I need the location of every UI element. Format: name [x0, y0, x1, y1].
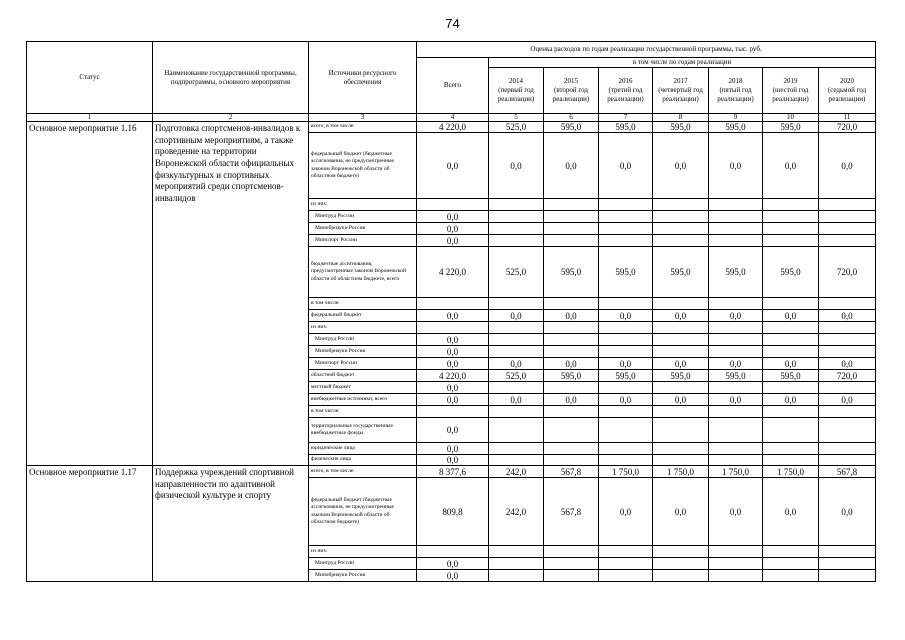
year-value	[709, 346, 763, 358]
funding-source: Минобрнауки России	[309, 346, 417, 358]
year-value: 595,0	[653, 122, 709, 133]
event-name: Подготовка спортсменов-инвалидов к спортивным мероприятиям, а также проведение на территории Воронежской области официальных физкультурных и спортивных мероприятий среди спортсменов-инвалидов	[153, 122, 309, 466]
year-value: 595,0	[763, 370, 819, 382]
year-value: 0,0	[544, 358, 599, 370]
year-value: 0,0	[709, 133, 763, 199]
header-year-2014	[489, 68, 544, 114]
year-value: 595,0	[709, 122, 763, 133]
year-value	[489, 570, 544, 582]
funding-source: областной бюджет	[309, 370, 417, 382]
year-value	[489, 211, 544, 223]
year-value	[653, 558, 709, 570]
year-value	[599, 223, 653, 235]
total-value: 4 220,0	[417, 247, 489, 298]
year-value	[544, 443, 599, 455]
year-value: 595,0	[599, 370, 653, 382]
header-status: Статус	[27, 42, 153, 114]
total-value	[417, 406, 489, 418]
year-value: 1 750,0	[599, 466, 653, 478]
column-number: 1	[27, 114, 153, 122]
header-year-value: 2014	[509, 77, 523, 86]
column-number: 9	[709, 114, 763, 122]
funding-source: из них:	[309, 199, 417, 211]
year-value: 595,0	[653, 247, 709, 298]
funding-source: федеральный бюджет	[309, 310, 417, 322]
total-value: 0,0	[417, 358, 489, 370]
year-value	[599, 199, 653, 211]
year-value	[544, 558, 599, 570]
year-value: 0,0	[709, 478, 763, 546]
year-value	[489, 346, 544, 358]
funding-source: бюджетные ассигнования, предусмотренные законом Воронежской области об областном бюджете, всего	[309, 247, 417, 298]
year-value	[653, 199, 709, 211]
year-value: 0,0	[599, 478, 653, 546]
year-value	[819, 558, 876, 570]
year-value: 0,0	[709, 394, 763, 406]
year-value	[544, 211, 599, 223]
year-value: 0,0	[763, 358, 819, 370]
year-value	[763, 334, 819, 346]
column-number: 4	[417, 114, 489, 122]
year-value: 0,0	[489, 310, 544, 322]
year-value	[544, 235, 599, 247]
year-value	[763, 546, 819, 558]
year-value: 0,0	[489, 358, 544, 370]
funding-source: Минспорт России	[309, 358, 417, 370]
year-value: 595,0	[763, 247, 819, 298]
funding-source: федеральный бюджет (бюджетные ассигнования, не предусмотренные законом Воронежской области об областном бюджете)	[309, 478, 417, 546]
header-estimate: Оценка расходов по годам реализации государственной программы, тыс. руб.	[417, 42, 876, 58]
header-name: Наименование государственной программы, подпрограммы, основного мероприятия	[153, 42, 309, 114]
year-value	[599, 322, 653, 334]
total-value: 4 220,0	[417, 122, 489, 133]
year-value: 0,0	[489, 394, 544, 406]
year-value	[709, 235, 763, 247]
year-value	[599, 406, 653, 418]
year-value: 0,0	[544, 394, 599, 406]
year-value	[653, 406, 709, 418]
funding-source: Минспорт России	[309, 235, 417, 247]
year-value: 0,0	[544, 310, 599, 322]
year-value: 0,0	[819, 358, 876, 370]
header-year-value: 2017	[673, 77, 688, 86]
year-value	[489, 443, 544, 455]
year-value	[599, 546, 653, 558]
total-value: 0,0	[417, 455, 489, 466]
year-value: 595,0	[653, 370, 709, 382]
total-value: 0,0	[417, 382, 489, 394]
year-value: 0,0	[653, 133, 709, 199]
header-year-value: 2018	[728, 77, 743, 86]
funding-source: Минобрнауки России	[309, 570, 417, 582]
funding-source: местный бюджет	[309, 382, 417, 394]
year-value	[599, 235, 653, 247]
year-value	[653, 235, 709, 247]
year-value	[819, 223, 876, 235]
year-value: 242,0	[489, 466, 544, 478]
header-year-2018	[709, 68, 763, 114]
total-value: 0,0	[417, 443, 489, 455]
year-value	[544, 322, 599, 334]
year-value	[489, 382, 544, 394]
year-value: 1 750,0	[653, 466, 709, 478]
funding-source: федеральный бюджет (бюджетные ассигнования, не предусмотренные законом Воронежской области об областном бюджете)	[309, 133, 417, 199]
column-number: 5	[489, 114, 544, 122]
table-row	[27, 466, 876, 478]
year-value	[763, 418, 819, 443]
year-value	[599, 418, 653, 443]
year-value	[653, 418, 709, 443]
year-value: 242,0	[489, 478, 544, 546]
year-value: 595,0	[544, 370, 599, 382]
total-value: 4 220,0	[417, 370, 489, 382]
header-year-value: 2019	[783, 77, 798, 86]
year-value: 525,0	[489, 370, 544, 382]
year-value	[819, 235, 876, 247]
funding-source: юридические лица	[309, 443, 417, 455]
column-number: 7	[599, 114, 653, 122]
year-value	[709, 382, 763, 394]
total-value: 8 377,6	[417, 466, 489, 478]
column-number: 3	[309, 114, 417, 122]
total-value: 0,0	[417, 334, 489, 346]
year-value: 0,0	[653, 394, 709, 406]
header-incl-years: в том числе по годам реализации	[489, 58, 876, 68]
header-year-value: 2015	[564, 77, 578, 86]
year-value	[653, 570, 709, 582]
year-value	[544, 382, 599, 394]
year-value: 0,0	[709, 358, 763, 370]
total-value: 0,0	[417, 570, 489, 582]
year-value: 0,0	[763, 394, 819, 406]
header-year-label: (четвертый год реализации)	[658, 86, 703, 103]
year-value	[819, 334, 876, 346]
year-value	[819, 322, 876, 334]
year-value: 0,0	[599, 394, 653, 406]
year-value: 0,0	[653, 310, 709, 322]
column-number: 6	[544, 114, 599, 122]
year-value	[763, 346, 819, 358]
year-value	[763, 235, 819, 247]
year-value	[489, 322, 544, 334]
year-value	[763, 322, 819, 334]
funding-source: всего, в том числе:	[309, 466, 417, 478]
header-year-label: (первый год реализации)	[497, 86, 535, 103]
column-number: 11	[819, 114, 876, 122]
year-value	[544, 406, 599, 418]
year-value: 0,0	[819, 394, 876, 406]
year-value	[489, 223, 544, 235]
year-value	[599, 455, 653, 466]
year-value	[653, 298, 709, 310]
column-number: 2	[153, 114, 309, 122]
year-value: 595,0	[709, 247, 763, 298]
event-status: Основное мероприятие 1.16	[27, 122, 153, 466]
year-value	[763, 558, 819, 570]
total-value	[417, 546, 489, 558]
year-value	[763, 211, 819, 223]
year-value	[709, 322, 763, 334]
year-value	[653, 382, 709, 394]
year-value: 0,0	[599, 358, 653, 370]
year-value	[709, 223, 763, 235]
year-value	[653, 211, 709, 223]
year-value	[763, 570, 819, 582]
total-value: 0,0	[417, 394, 489, 406]
year-value	[489, 235, 544, 247]
year-value: 0,0	[653, 358, 709, 370]
year-value: 0,0	[544, 133, 599, 199]
year-value	[653, 334, 709, 346]
year-value	[709, 298, 763, 310]
total-value: 0,0	[417, 235, 489, 247]
year-value	[653, 546, 709, 558]
year-value: 525,0	[489, 122, 544, 133]
year-value	[763, 406, 819, 418]
year-value: 595,0	[599, 122, 653, 133]
year-value	[653, 223, 709, 235]
year-value	[489, 298, 544, 310]
year-value: 0,0	[763, 310, 819, 322]
funding-source: в том числе:	[309, 298, 417, 310]
total-value	[417, 298, 489, 310]
year-value	[763, 199, 819, 211]
year-value	[599, 298, 653, 310]
year-value	[599, 443, 653, 455]
year-value	[819, 298, 876, 310]
funding-source: Минтруд России	[309, 211, 417, 223]
total-value: 0,0	[417, 558, 489, 570]
year-value: 0,0	[763, 133, 819, 199]
total-value: 0,0	[417, 223, 489, 235]
page-number: 74	[445, 16, 460, 31]
year-value	[819, 570, 876, 582]
table-header	[27, 42, 876, 122]
year-value	[489, 546, 544, 558]
header-year-value: 2020	[840, 77, 855, 86]
year-value	[709, 334, 763, 346]
funding-source: Минтруд России	[309, 558, 417, 570]
year-value: 525,0	[489, 247, 544, 298]
funding-source: в том числе:	[309, 406, 417, 418]
year-value	[544, 546, 599, 558]
funding-source: всего, в том числе:	[309, 122, 417, 133]
year-value: 1 750,0	[709, 466, 763, 478]
year-value	[544, 298, 599, 310]
year-value	[599, 570, 653, 582]
total-value: 0,0	[417, 310, 489, 322]
year-value	[489, 558, 544, 570]
year-value: 0,0	[489, 133, 544, 199]
funding-source: Минтруд России	[309, 334, 417, 346]
year-value: 567,8	[544, 466, 599, 478]
year-value	[489, 406, 544, 418]
year-value	[544, 418, 599, 443]
header-year-2017	[653, 68, 709, 114]
year-value	[819, 546, 876, 558]
year-value	[709, 443, 763, 455]
header-year-2015	[544, 68, 599, 114]
header-year-label: (седьмой год реализации)	[827, 86, 867, 103]
year-value	[819, 382, 876, 394]
column-number: 8	[653, 114, 709, 122]
header-year-label: (пятый год реализации)	[717, 86, 754, 103]
year-value	[819, 346, 876, 358]
year-value: 1 750,0	[763, 466, 819, 478]
year-value	[599, 382, 653, 394]
funding-source: Минобрнауки России	[309, 223, 417, 235]
event-name: Поддержка учреждений спортивной направленности по адаптивной физической культуре и спорту	[153, 466, 309, 582]
year-value: 0,0	[819, 478, 876, 546]
header-year-value: 2016	[618, 77, 633, 86]
column-number: 10	[763, 114, 819, 122]
header-total: Всего	[417, 58, 489, 114]
table-row	[27, 122, 876, 133]
header-year-2020	[819, 68, 876, 114]
year-value: 720,0	[819, 122, 876, 133]
total-value: 0,0	[417, 346, 489, 358]
total-value	[417, 322, 489, 334]
funding-source: территориальные государственные внебюджетные фонды	[309, 418, 417, 443]
year-value	[544, 570, 599, 582]
funding-source: физические лица	[309, 455, 417, 466]
header-sources: Источники ресурсного обеспечения	[309, 42, 417, 114]
header-year-2019	[763, 68, 819, 114]
year-value	[709, 570, 763, 582]
year-value	[544, 455, 599, 466]
year-value	[544, 199, 599, 211]
year-value	[709, 546, 763, 558]
year-value	[709, 406, 763, 418]
year-value	[489, 418, 544, 443]
year-value: 0,0	[819, 310, 876, 322]
year-value	[709, 455, 763, 466]
year-value	[709, 211, 763, 223]
total-value: 0,0	[417, 211, 489, 223]
year-value	[544, 334, 599, 346]
year-value	[599, 334, 653, 346]
header-year-label: (шестой год реализации)	[772, 86, 809, 103]
year-value: 0,0	[599, 310, 653, 322]
year-value: 720,0	[819, 247, 876, 298]
year-value: 595,0	[544, 122, 599, 133]
year-value: 595,0	[599, 247, 653, 298]
year-value	[819, 443, 876, 455]
year-value	[819, 418, 876, 443]
year-value	[489, 199, 544, 211]
year-value: 0,0	[653, 478, 709, 546]
year-value: 595,0	[544, 247, 599, 298]
year-value	[489, 334, 544, 346]
funding-source: внебюджетные источники, всего	[309, 394, 417, 406]
year-value: 720,0	[819, 370, 876, 382]
header-year-2016	[599, 68, 653, 114]
year-value	[763, 298, 819, 310]
total-value	[417, 199, 489, 211]
year-value	[819, 199, 876, 211]
year-value: 0,0	[819, 133, 876, 199]
year-value	[599, 346, 653, 358]
year-value: 0,0	[763, 478, 819, 546]
header-year-label: (третий год реализации)	[607, 86, 644, 103]
year-value: 567,8	[819, 466, 876, 478]
total-value: 0,0	[417, 418, 489, 443]
year-value	[763, 443, 819, 455]
year-value	[709, 558, 763, 570]
year-value	[763, 382, 819, 394]
year-value	[599, 211, 653, 223]
funding-source: из них:	[309, 322, 417, 334]
year-value	[653, 346, 709, 358]
year-value	[709, 199, 763, 211]
year-value	[489, 455, 544, 466]
year-value	[599, 558, 653, 570]
year-value	[653, 455, 709, 466]
year-value	[819, 211, 876, 223]
year-value: 0,0	[599, 133, 653, 199]
year-value	[819, 406, 876, 418]
year-value	[763, 455, 819, 466]
event-status: Основное мероприятие 1.17	[27, 466, 153, 582]
year-value	[819, 455, 876, 466]
total-value: 809,8	[417, 478, 489, 546]
year-value	[763, 223, 819, 235]
year-value: 567,8	[544, 478, 599, 546]
header-year-label: (второй год реализации)	[552, 86, 590, 103]
year-value	[653, 443, 709, 455]
funding-source: из них:	[309, 546, 417, 558]
year-value	[544, 223, 599, 235]
year-value	[544, 346, 599, 358]
total-value: 0,0	[417, 133, 489, 199]
year-value: 595,0	[709, 370, 763, 382]
year-value: 0,0	[709, 310, 763, 322]
budget-table	[26, 41, 876, 582]
year-value	[653, 322, 709, 334]
year-value: 595,0	[763, 122, 819, 133]
year-value	[709, 418, 763, 443]
